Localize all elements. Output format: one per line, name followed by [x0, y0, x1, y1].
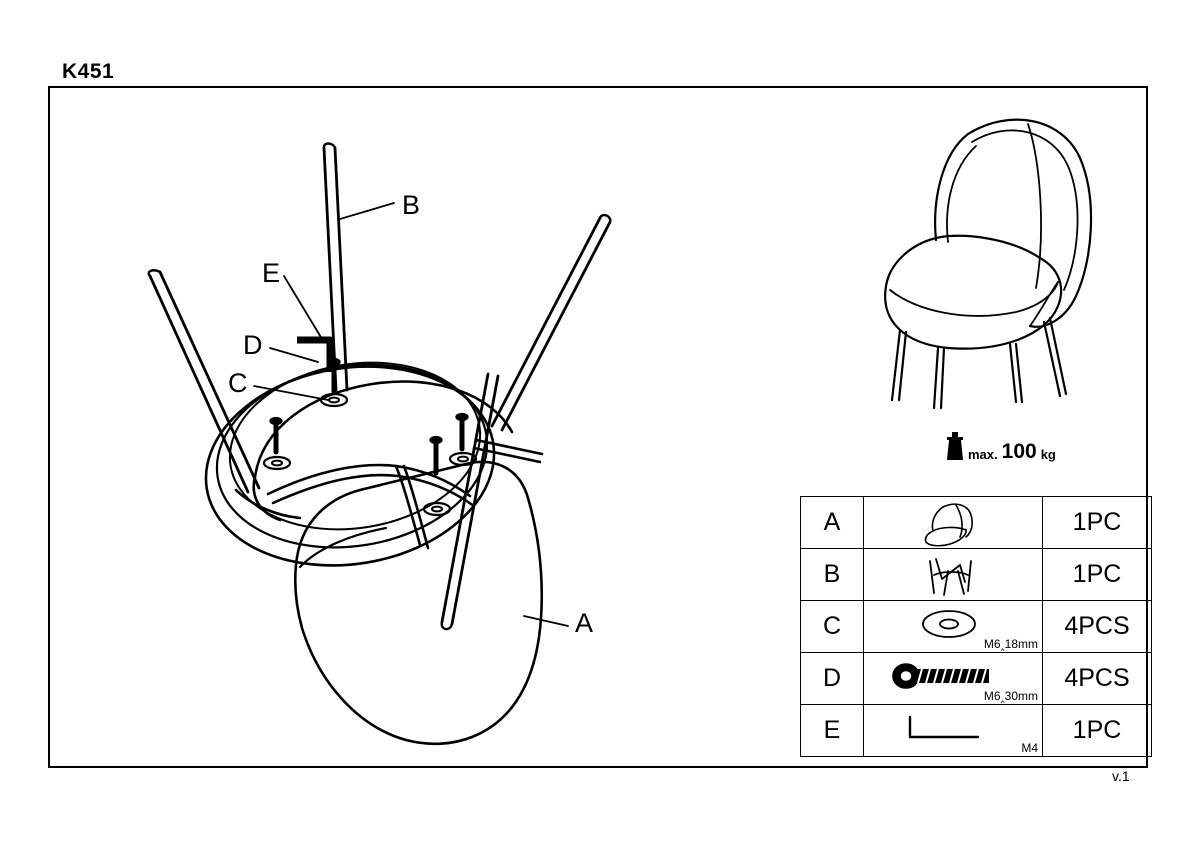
weight-icon: [946, 432, 964, 462]
part-qty: 1PC: [1043, 549, 1152, 601]
table-row: [801, 497, 1152, 549]
part-image-cell: [864, 497, 1043, 549]
part-image-cell: [864, 705, 1043, 757]
callout-label-a: A: [575, 608, 594, 638]
part-key: B: [801, 549, 864, 601]
model-code: K451: [62, 60, 115, 83]
chair-seat-icon: [864, 497, 1042, 548]
weight-max-label: max.: [968, 447, 998, 462]
part-key: E: [801, 705, 864, 757]
part-qty: 1PC: [1043, 497, 1152, 549]
callout-label-b: B: [402, 190, 421, 220]
part-image-cell: [864, 653, 1043, 705]
part-spec: M6‸30mm: [983, 689, 1038, 703]
table-row: [801, 653, 1152, 705]
part-spec: M6‸18mm: [983, 637, 1038, 651]
part-qty: 1PC: [1043, 705, 1152, 757]
callout-label-d: D: [243, 330, 263, 360]
table-row: [801, 549, 1152, 601]
part-qty: 4PCS: [1043, 601, 1152, 653]
version-label: v.1: [1112, 768, 1130, 784]
callout-label-e: E: [262, 258, 281, 288]
chair-legs-frame-icon: [864, 549, 1042, 600]
part-key: A: [801, 497, 864, 549]
parts-table: [800, 496, 1152, 757]
allen-key-icon: [864, 705, 1042, 756]
callout-label-c: C: [228, 368, 248, 398]
part-image-cell: [864, 549, 1043, 601]
part-key: C: [801, 601, 864, 653]
part-key: D: [801, 653, 864, 705]
weight-value: 100: [1001, 440, 1037, 463]
table-row: [801, 705, 1152, 757]
part-image-cell: [864, 601, 1043, 653]
table-row: [801, 601, 1152, 653]
part-qty: 4PCS: [1043, 653, 1152, 705]
part-spec: M4: [1021, 741, 1038, 755]
weight-unit: kg: [1040, 447, 1056, 462]
weight-capacity: [946, 432, 1056, 462]
